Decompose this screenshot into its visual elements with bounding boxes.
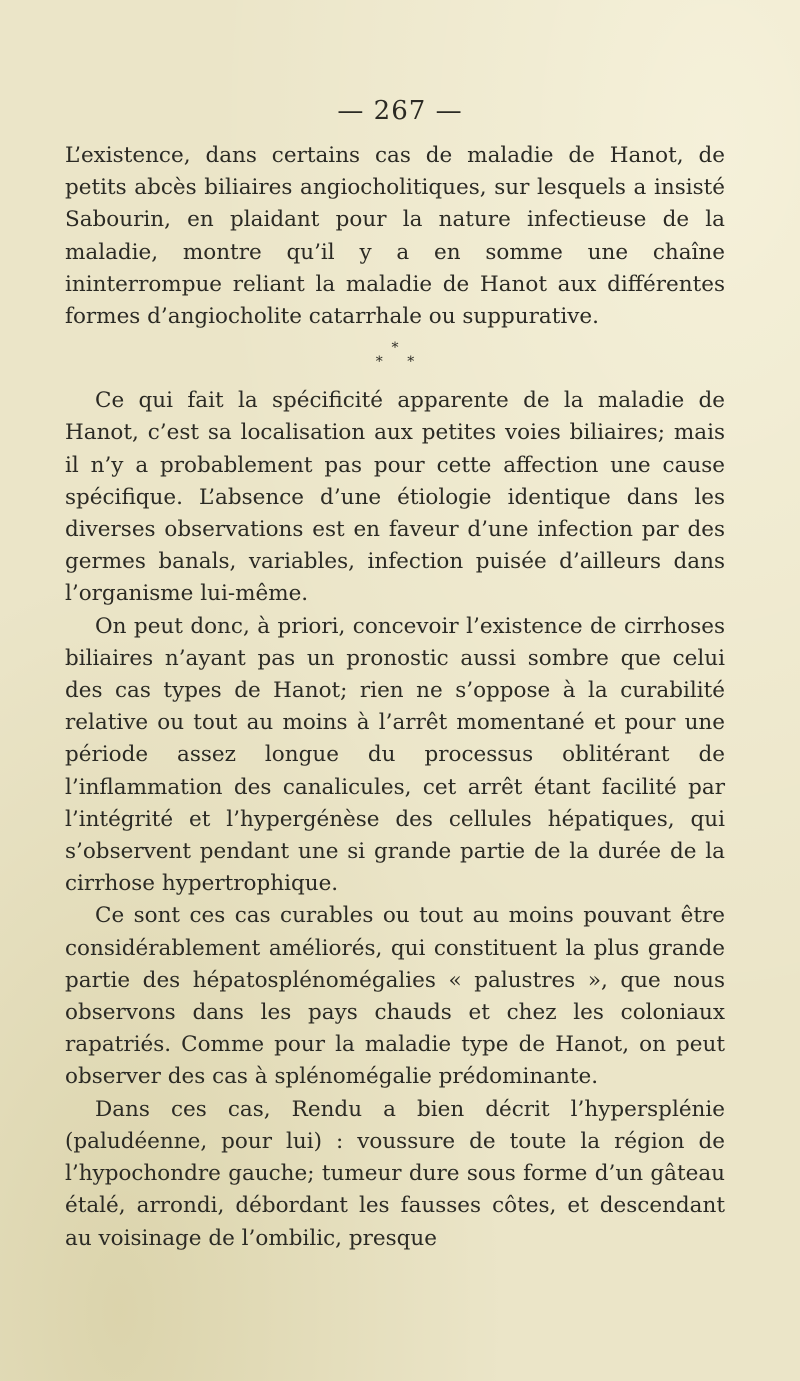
paragraph-3: On peut donc, à priori, concevoir l’existence de cirrhoses biliaires n’ayant pas un pronostic aussi sombre que celui des cas types de Hanot; rien ne s’oppose à la curabilité relative ou tout au moins à l’arrêt momentané et pour une période assez longue du processus oblitérant de l’inflammation des canalicules, cet arrêt étant facilité par l’intégrité et l’hypergénèse des cellules hépatiques, qui s’observent pendant une si grande partie de la durée de la cirrhose hypertrophique. [65,613,725,897]
body-text [65,140,725,1255]
asterism-top: * [391,340,399,357]
paragraph-5: Dans ces cas, Rendu a bien décrit l’hypersplénie (paludéenne, pour lui) : voussure de toute la région de l’hypochondre gauche; tumeur dure sous forme d’un gâteau étalé, arrondi, débordant les fausses côtes, et descendant au voisinage de l’ombilic, presque [65,1096,725,1251]
asterism-divider [65,333,725,385]
page-number: — 267 — [337,96,463,126]
paragraph-1: L’existence, dans certains cas de maladie de Hanot, de petits abcès biliaires angiocholitiques, sur lesquels a insisté Sabourin, en plaidant pour la nature infectieuse de la maladie, montre qu’il y a en somme une chaîne ininterrompue reliant la maladie de Hanot aux différentes formes d’angiocholite catarrhale ou suppurative. [65,143,725,330]
asterism-bottom: * * [375,354,425,371]
paragraph-4: Ce sont ces cas curables ou tout au moins pouvant être considérablement améliorés, qui constituent la plus grande partie des hépatosplénomégalies « palustres », que nous observons dans les pays chauds et chez les coloniaux rapatriés. Comme pour la maladie type de Hanot, on peut observer des cas à splénomégalie prédominante. [65,903,725,1090]
paragraph-2: Ce qui fait la spécificité apparente de la maladie de Hanot, c’est sa localisation aux petites voies biliaires; mais il n’y a probablement pas pour cette affection une cause spécifique. L’absence d’une étiologie identique dans les diverses observations est en faveur d’une infection par des germes banals, variables, infection puisée d’ailleurs dans l’organisme lui-même. [65,388,725,607]
